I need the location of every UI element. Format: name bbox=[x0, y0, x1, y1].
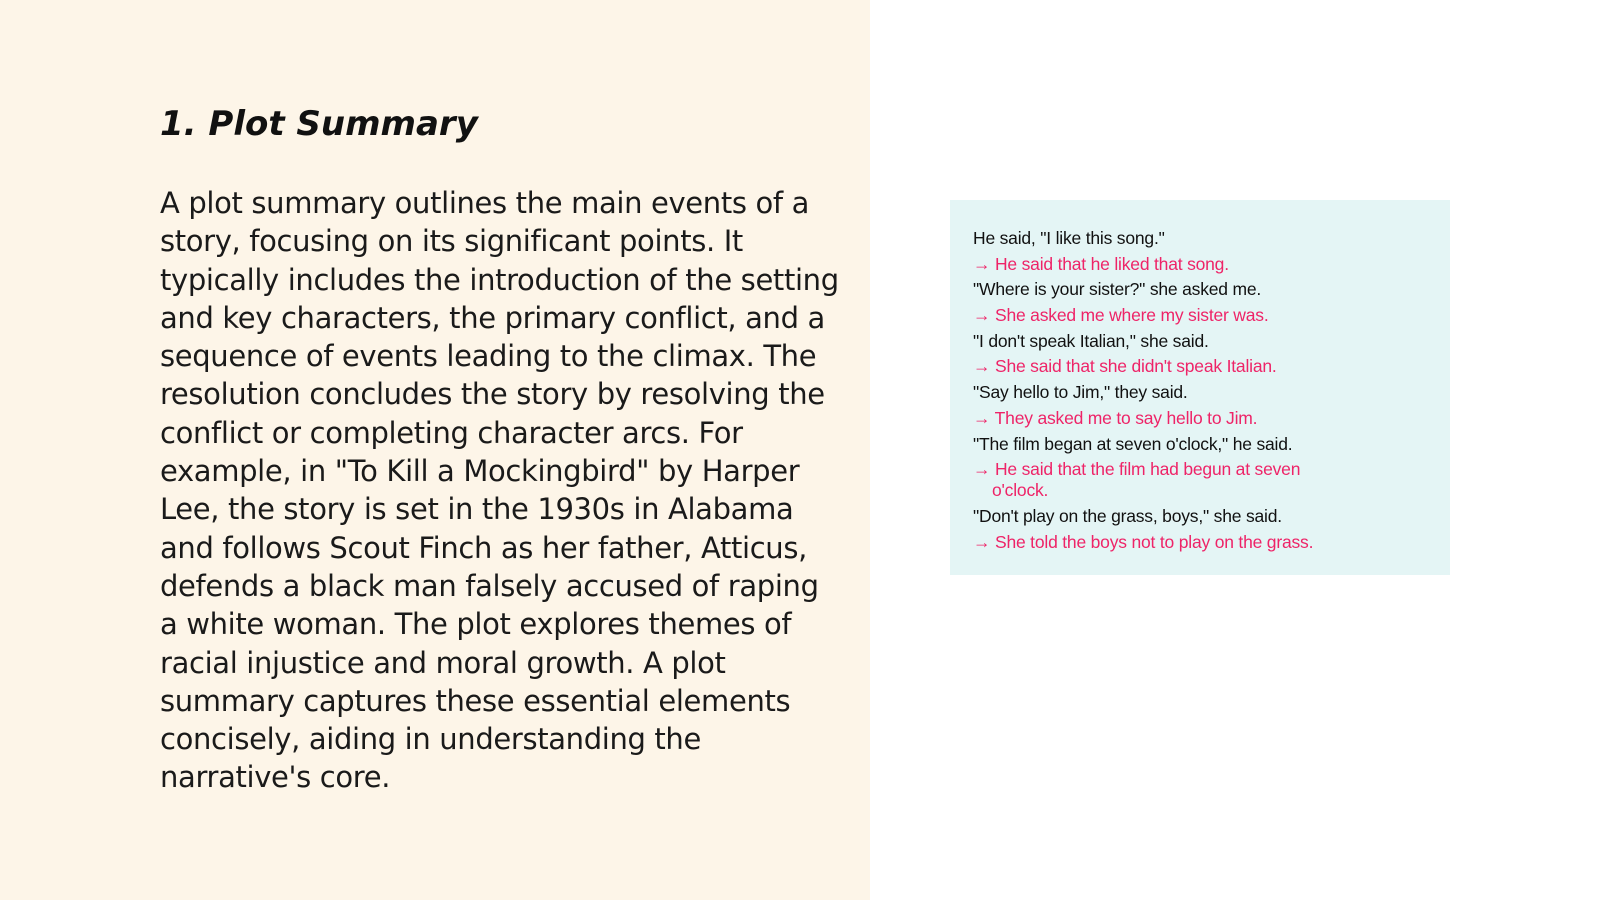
direct-speech-line: "Don't play on the grass, boys," she said. bbox=[973, 506, 1282, 527]
reported-speech-line bbox=[973, 303, 1393, 329]
reported-speech-text: She told the boys not to play on the grass. bbox=[994, 531, 1314, 552]
arrow-icon: → bbox=[973, 407, 991, 428]
direct-speech-line: "Say hello to Jim," they said. bbox=[973, 382, 1188, 403]
reported-speech-line bbox=[973, 406, 1393, 432]
reported-speech-text: He said that he liked that song. bbox=[994, 253, 1229, 274]
direct-speech-line: "The film began at seven o'clock," he said. bbox=[973, 433, 1293, 454]
arrow-icon: → bbox=[973, 356, 991, 377]
direct-speech-line: "I don't speak Italian," she said. bbox=[973, 330, 1209, 351]
reported-speech-line bbox=[973, 457, 1393, 504]
arrow-icon: → bbox=[973, 253, 991, 274]
reported-speech-text-continued: o'clock. bbox=[992, 480, 1049, 501]
direct-speech-line: He said, "I like this song." bbox=[973, 228, 1165, 248]
reported-speech-line bbox=[973, 530, 1393, 556]
direct-speech-line: "Where is your sister?" she asked me. bbox=[973, 279, 1262, 300]
reported-speech-line bbox=[973, 252, 1393, 278]
reported-speech-line bbox=[973, 354, 1393, 380]
example-list bbox=[973, 226, 1393, 556]
arrow-icon: → bbox=[973, 305, 991, 326]
reported-speech-text: He said that the film had begun at seven bbox=[994, 459, 1301, 480]
arrow-icon: → bbox=[973, 459, 991, 480]
arrow-icon: → bbox=[973, 531, 991, 552]
reported-speech-example-image bbox=[950, 200, 1450, 575]
reported-speech-text: They asked me to say hello to Jim. bbox=[994, 407, 1258, 428]
slide-title: 1. Plot Summary bbox=[160, 104, 478, 144]
reported-speech-text: She said that she didn't speak Italian. bbox=[994, 356, 1277, 377]
slide-body-text: A plot summary outlines the main events of a story, focusing on its significant points. It typically includes the introduction of the setting and key characters, the primary conflict, and a sequence of events leading to the climax. The resolution concludes the story by resolving the conflict or completing character arcs. For example, in "To Kill a Mockingbird" by Harper Lee, the story is set in the 1930s in Alabama and follows Scout Finch as her father, Atticus, defends a black man falsely accused of raping a white woman. The plot explores themes of racial injustice and moral growth. A plot summary captures these essential elements concisely, aiding in understanding the narrative's core. bbox=[160, 186, 839, 795]
reported-speech-text: She asked me where my sister was. bbox=[994, 305, 1269, 326]
